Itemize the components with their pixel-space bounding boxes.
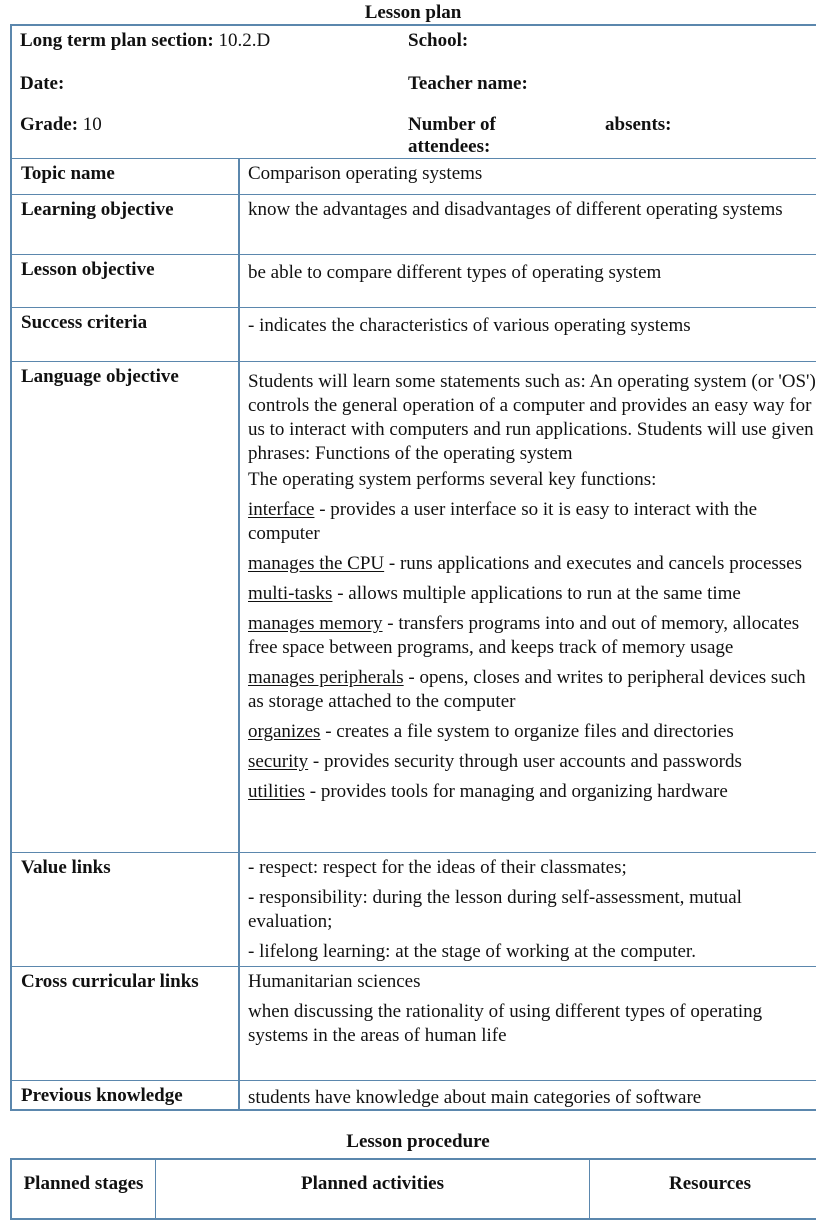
function-item: interface - provides a user interface so it is easy to interact with the computer bbox=[248, 499, 758, 544]
functions-intro: The operating system performs several key functions: bbox=[248, 469, 657, 490]
lesson-plan-table bbox=[10, 24, 816, 1111]
grade-value: 10 bbox=[78, 114, 102, 135]
function-item: manages the CPU - runs applications and executes and cancels processes bbox=[248, 553, 802, 574]
row-value: be able to compare different types of operating system bbox=[248, 262, 662, 283]
teacher-name-label: Teacher name: bbox=[408, 73, 528, 94]
row-value: Comparison operating systems bbox=[248, 163, 483, 184]
long-term-plan-value: 10.2.D bbox=[213, 30, 271, 51]
function-item: organizes - creates a file system to organize files and directories bbox=[248, 721, 734, 742]
row-label: Topic name bbox=[21, 163, 115, 184]
row-topic bbox=[12, 158, 816, 195]
absents-label: absents: bbox=[605, 114, 672, 135]
attendees-label: Number of attendees: bbox=[408, 114, 496, 157]
cross-link-item: when discussing the rationality of using different types of operating systems in the areas of human life bbox=[248, 1001, 763, 1046]
row-value bbox=[248, 970, 816, 1054]
row-label: Cross curricular links bbox=[21, 971, 199, 992]
row-previous-knowledge bbox=[12, 1080, 816, 1112]
school-label: School: bbox=[408, 30, 469, 51]
row-success-criteria bbox=[12, 307, 816, 362]
row-value: know the advantages and disadvantages of different operating systems bbox=[248, 199, 783, 220]
row-label: Language objective bbox=[21, 366, 179, 387]
function-item: manages memory - transfers programs into and out of memory, allocates free space between programs, and keeps track of memory usage bbox=[248, 613, 800, 658]
column-header-planned-activities: Planned activities bbox=[156, 1160, 590, 1218]
column-header-planned-stages: Planned stages bbox=[12, 1160, 156, 1218]
long-term-plan-field bbox=[20, 30, 270, 52]
cross-link-item: Humanitarian sciences bbox=[248, 971, 421, 992]
function-item: manages peripherals - opens, closes and writes to peripheral devices such as storage attached to the computer bbox=[248, 667, 806, 712]
long-term-plan-label: Long term plan section: bbox=[20, 30, 214, 51]
function-item: multi-tasks - allows multiple applications to run at the same time bbox=[248, 583, 741, 604]
grade-label: Grade: bbox=[20, 114, 79, 135]
row-label: Success criteria bbox=[21, 312, 148, 333]
row-value bbox=[248, 370, 816, 810]
row-learning-objective bbox=[12, 194, 816, 255]
row-cross-curricular bbox=[12, 966, 816, 1081]
procedure-table bbox=[10, 1158, 816, 1220]
date-label: Date: bbox=[20, 73, 65, 94]
row-label: Learning objective bbox=[21, 199, 174, 220]
row-language-objective bbox=[12, 361, 816, 853]
row-lesson-objective bbox=[12, 254, 816, 308]
page-title: Lesson plan bbox=[364, 2, 462, 23]
column-header-resources: Resources bbox=[669, 1173, 751, 1194]
row-value bbox=[248, 856, 816, 970]
value-link-item: - lifelong learning: at the stage of working at the computer. bbox=[248, 941, 696, 962]
value-link-item: - responsibility: during the lesson during self-assessment, mutual evaluation; bbox=[248, 887, 742, 932]
function-item: utilities - provides tools for managing and organizing hardware bbox=[248, 781, 728, 802]
language-intro: Students will learn some statements such as: An operating system (or 'OS') controls the general operation of a computer and provides an easy way for us to interact with computers and run applications. Students will use given phrases: Functions of the operating system bbox=[248, 371, 816, 464]
row-value-links bbox=[12, 852, 816, 967]
row-label: Value links bbox=[21, 857, 111, 878]
row-label: Previous knowledge bbox=[21, 1085, 183, 1106]
function-item: security - provides security through user accounts and passwords bbox=[248, 751, 742, 772]
value-link-item: - respect: respect for the ideas of their classmates; bbox=[248, 857, 627, 878]
row-value: students have knowledge about main categories of software bbox=[248, 1087, 702, 1108]
grade-field bbox=[20, 114, 102, 136]
row-value: - indicates the characteristics of various operating systems bbox=[248, 315, 691, 336]
row-label: Lesson objective bbox=[21, 259, 155, 280]
procedure-title: Lesson procedure bbox=[346, 1131, 490, 1152]
